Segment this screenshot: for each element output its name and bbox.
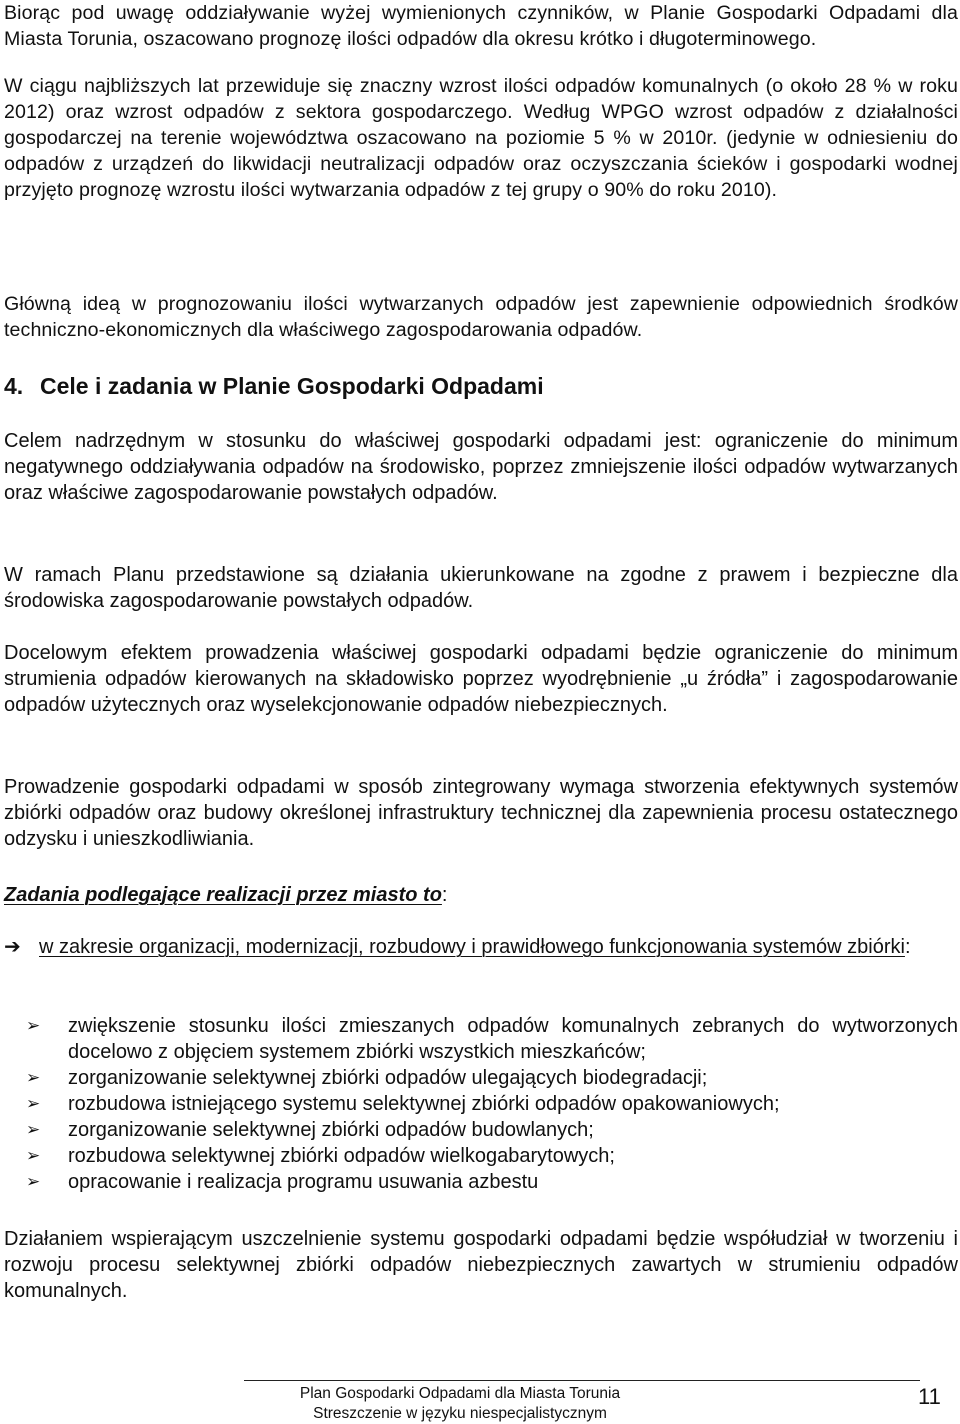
- section-title: Cele i zadania w Planie Gospodarki Odpadami: [40, 373, 544, 399]
- paragraph-main-goal: Celem nadrzędnym w stosunku do właściwej gospodarki odpadami jest: ograniczenie do minimum negatywnego oddziaływania odpadów na środowisko, poprzez zmniejszenie ilości odpadów wytwarzanych oraz właściwe zagospodarowanie powstałych odpadów.: [4, 430, 958, 504]
- list-item-text: zorganizowanie selektywnej zbiórki odpadów budowlanych;: [68, 1119, 594, 1141]
- bullet-arrow-icon: ➢: [26, 1120, 41, 1139]
- paragraph-supporting-action: Działaniem wspierającym uszczelnienie systemu gospodarki odpadami będzie współudział w tworzeniu i rozwoju procesu selektywnej zbiórki odpadów niebezpiecznych zawartych w strumieniu odpadów komunalnych.: [4, 1228, 958, 1302]
- task-bullet-list: [4, 1013, 958, 1195]
- tasks-heading-text: Zadania podlegające realizacji przez miasto to: [4, 884, 442, 906]
- list-item-text: zwiększenie stosunku ilości zmieszanych odpadów komunalnych zebranych do wytworzonych docelowo z objęciem systemem zbiórki wszystkich mieszkańców;: [68, 1015, 958, 1063]
- tasks-heading-colon: :: [441, 884, 448, 906]
- bullet-arrow-icon: ➢: [26, 1172, 41, 1191]
- page-number: 11: [918, 1384, 941, 1409]
- footer-title: Plan Gospodarki Odpadami dla Miasta Torunia: [299, 1385, 621, 1402]
- paragraph-integrated-management: Prowadzenie gospodarki odpadami w sposób zintegrowany wymaga stworzenia efektywnych systemów zbiórki odpadów oraz budowy określonej infrastruktury technicznej dla zapewnienia procesu ostatecznego odzysku i unieszkodliwiania.: [4, 776, 958, 850]
- list-item: [4, 1169, 958, 1195]
- list-item-text: rozbudowa istniejącego systemu selektywnej zbiórki odpadów opakowaniowych;: [68, 1093, 780, 1115]
- tasks-heading: [4, 882, 447, 908]
- bullet-arrow-icon: ➢: [26, 1094, 41, 1113]
- list-item-text: opracowanie i realizacja programu usuwania azbestu: [68, 1171, 539, 1193]
- list-item-text: rozbudowa selektywnej zbiórki odpadów wielkogabarytowych;: [68, 1145, 615, 1167]
- list-item: [4, 1013, 958, 1065]
- paragraph-forecast-intro: Biorąc pod uwagę oddziaływanie wyżej wymienionych czynników, w Planie Gospodarki Odpadami dla Miasta Torunia, oszacowano prognozę ilości odpadów dla okresu krótko i długoterminowego.: [4, 2, 958, 50]
- paragraph-main-idea: Główną ideą w prognozowaniu ilości wytwarzanych odpadów jest zapewnienie odpowiednich środków techniczno-ekonomicznych dla właściwego zagospodarowania odpadów.: [4, 293, 958, 341]
- arrow-right-icon: ➔: [4, 936, 21, 958]
- bullet-arrow-icon: ➢: [26, 1068, 41, 1087]
- paragraph-forecast-details: W ciągu najbliższych lat przewiduje się znaczny wzrost ilości odpadów komunalnych (o około 28 % w roku 2012) oraz wzrost odpadów z sektora gospodarczego. Według WPGO wzrost odpadów z działalności gospodarczej na terenie województwa oszacowano na poziomie 5 % w 2010r. (jedynie w odniesieniu do odpadów z urządzeń do likwidacji neutralizacji odpadów oraz oczyszczania ścieków i gospodarki wodnej przyjęto prognozę wzrostu ilości wytwarzania odpadów z tej grupy o 90% do roku 2010).: [4, 75, 958, 201]
- bullet-arrow-icon: ➢: [26, 1016, 41, 1035]
- footer-subtitle: Streszczenie w języku niespecjalistycznym: [313, 1405, 607, 1422]
- footer-divider: [244, 1380, 920, 1381]
- list-item: [4, 1065, 958, 1091]
- list-item: [4, 1143, 958, 1169]
- bullet-arrow-icon: ➢: [26, 1146, 41, 1165]
- list-item: [4, 1091, 958, 1117]
- paragraph-plan-actions: W ramach Planu przedstawione są działania ukierunkowane na zgodne z prawem i bezpieczne dla środowiska zagospodarowanie powstałych odpadów.: [4, 564, 958, 612]
- arrow-item-colon: :: [904, 936, 911, 958]
- section-heading: [4, 371, 544, 401]
- arrow-item-text: w zakresie organizacji, modernizacji, rozbudowy i prawidłowego funkcjonowania systemów zbiórki: [39, 936, 905, 958]
- page-footer: [250, 1384, 670, 1424]
- arrow-item: [4, 934, 958, 960]
- list-item: [4, 1117, 958, 1143]
- paragraph-target-effect: Docelowym efektem prowadzenia właściwej gospodarki odpadami będzie ograniczenie do minimum strumienia odpadów kierowanych na składowisko poprzez wyodrębnienie „u źródła” i zagospodarowanie odpadów użytecznych oraz wyselekcjonowanie odpadów niebezpiecznych.: [4, 642, 958, 716]
- list-item-text: zorganizowanie selektywnej zbiórki odpadów ulegających biodegradacji;: [68, 1067, 708, 1089]
- section-number: 4.: [4, 373, 24, 399]
